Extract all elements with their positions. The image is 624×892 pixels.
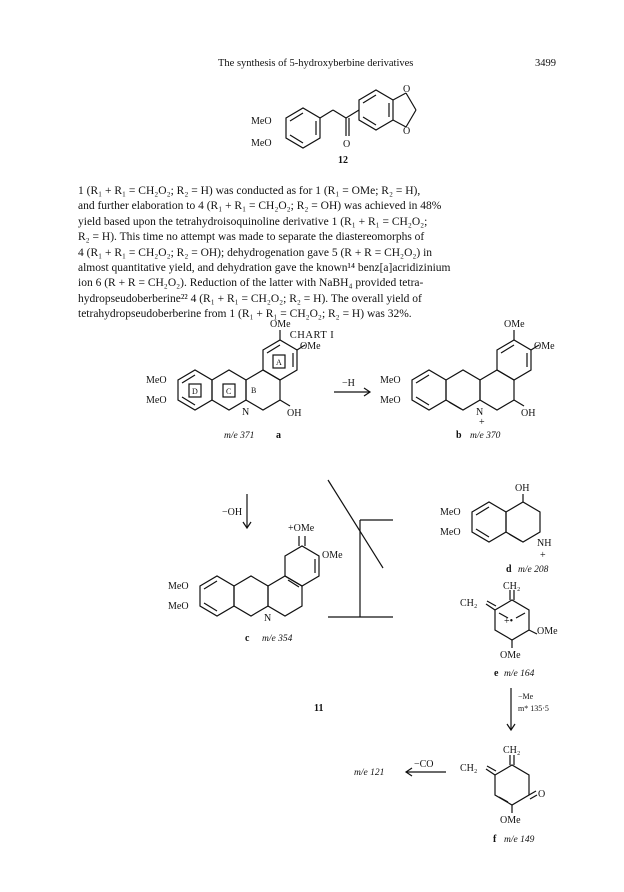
running-title: The synthesis of 5-hydroxyberbine derivatives [218, 58, 414, 69]
c12-carbonyl-o: O [343, 139, 351, 150]
a-ome-right: OMe [300, 341, 321, 352]
arrow-ef-label-1: −Me [518, 692, 534, 701]
c-nitrogen: N [264, 613, 272, 624]
a-nitrogen: N [242, 407, 250, 418]
paragraph-line: hydropseudoberberine²² 4 (R₁ + R₁ = CH₂O₂; R₂ = H). The overall yield of [78, 292, 422, 305]
f-ome-bottom: OMe [500, 815, 521, 826]
c-mz: m/e 354 [262, 634, 293, 644]
c-ome-right: OMe [322, 550, 343, 561]
ring-c-label: C [226, 387, 232, 396]
a-mz: m/e 371 [224, 431, 255, 441]
page-number: 3499 [535, 58, 556, 69]
structure-c [168, 523, 343, 644]
structure-f [460, 745, 545, 845]
a-hydroxyl: OH [287, 408, 302, 419]
d-hydroxyl: OH [515, 483, 530, 494]
structure-e [460, 581, 558, 679]
ring-a-label: A [276, 358, 282, 367]
paragraph-line: 1 (R₁ + R₁ = CH₂O₂; R₂ = H) was conducted as for 1 (R₁ = OMe; R₂ = H), [78, 185, 421, 197]
f-carbonyl-o: O [538, 789, 546, 800]
chart-label: CHART I [289, 330, 335, 341]
ring-d-label: D [192, 387, 198, 396]
paragraph-line: yield based upon the tetrahydroisoquinoline derivative 1 (R₁ + R₁ = CH₂O₂; [78, 215, 428, 228]
a-ome-top: OMe [270, 319, 291, 330]
e-letter: e [494, 668, 499, 679]
paragraph-line: R₂ = H). This time no attempt was made to separate the diastereomorphs of [78, 231, 425, 244]
a-meo-2: MeO [146, 395, 167, 406]
f-ch2-top: CH₂ [503, 745, 521, 756]
paragraph-line: tetrahydropseudoberberine from 1 (R₁ + R₁ = CH₂O₂; R₂ = H) was 32%. [78, 308, 412, 321]
paragraph-line: ion 6 (R + R = CH₂O₂). Reduction of the latter with NaBH₄ provided tetra- [78, 277, 424, 290]
f-ch2-left: CH₂ [460, 763, 478, 774]
arrow-ac-label: −OH [222, 507, 243, 518]
c12-meo-1: MeO [251, 116, 272, 127]
b-nitrogen: N [476, 407, 484, 418]
c-meo-1: MeO [168, 581, 189, 592]
b-ome-top: OMe [504, 319, 525, 330]
b-hydroxyl: OH [521, 408, 536, 419]
d-letter: d [506, 564, 512, 575]
f-mz: m/e 149 [504, 835, 535, 845]
compound-12-label: 12 [338, 155, 348, 166]
a-letter: a [276, 430, 281, 441]
paragraph-line: almost quantitative yield, and dehydration gave the known¹⁴ benz[a]acridizinium [78, 262, 451, 275]
b-ome-right: OMe [534, 341, 555, 352]
f-letter: f [493, 834, 497, 845]
d-plus: + [540, 550, 546, 561]
fragmentation-bracket [328, 480, 393, 617]
dioxole-o-top: O [403, 84, 411, 95]
b-meo-1: MeO [380, 375, 401, 386]
structure-d [440, 483, 551, 575]
c-ome-top: +OMe [288, 523, 315, 534]
compound-12-structure [251, 84, 416, 150]
d-meo-2: MeO [440, 527, 461, 538]
arrow-ef-label-2: m* 135·5 [518, 704, 549, 713]
b-mz: m/e 370 [470, 431, 501, 441]
e-ch2-top: CH₂ [503, 581, 521, 592]
c-meo-2: MeO [168, 601, 189, 612]
e-radical-cation: +• [504, 616, 514, 627]
arrow-f121-label: −CO [414, 759, 434, 770]
dioxole-o-bottom: O [403, 126, 411, 137]
d-meo-1: MeO [440, 507, 461, 518]
d-mz: m/e 208 [518, 565, 549, 575]
e-mz: m/e 164 [504, 669, 535, 679]
b-letter: b [456, 430, 462, 441]
d-nh: NH [537, 538, 552, 549]
paragraph-line: and further elaboration to 4 (R₁ + R₁ = CH₂O₂; R₂ = OH) was achieved in 48% [78, 200, 442, 213]
compound-11-label: 11 [314, 703, 324, 714]
c12-meo-2: MeO [251, 138, 272, 149]
body-paragraph [78, 184, 556, 323]
a-meo-1: MeO [146, 375, 167, 386]
mz-121: m/e 121 [354, 768, 385, 778]
b-meo-2: MeO [380, 395, 401, 406]
c-letter: c [245, 633, 250, 644]
b-plus: + [479, 417, 485, 428]
e-ome-right: OMe [537, 626, 558, 637]
ring-b-label: B [251, 386, 257, 395]
arrow-ab-label: −H [342, 378, 355, 389]
paragraph-line: 4 (R₁ + R₁ = CH₂O₂; R₂ = OH); dehydrogenation gave 5 (R + R = CH₂O₂) in [78, 246, 433, 259]
e-ome-bottom: OMe [500, 650, 521, 661]
e-ch2-left: CH₂ [460, 598, 478, 609]
